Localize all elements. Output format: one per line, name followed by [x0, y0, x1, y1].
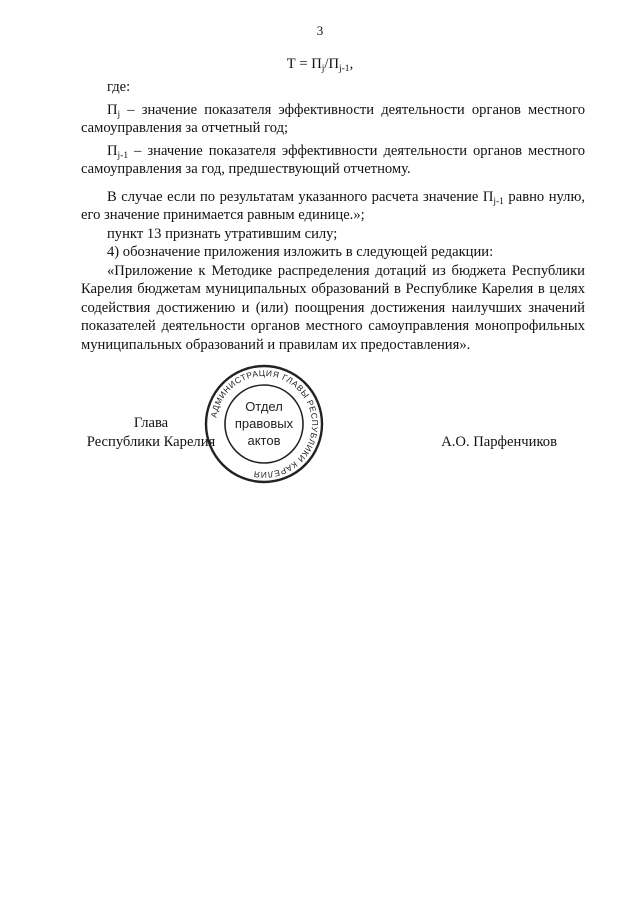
official-stamp: [202, 362, 326, 486]
document-body: [81, 78, 585, 354]
paragraph-text: – значение показателя эффективности деятельности органов местного самоуправления за год, предшествующий отчетному.: [81, 142, 585, 177]
symbol: П: [107, 142, 118, 159]
page-number: 3: [316, 23, 324, 38]
stamp-line1: Отдел: [245, 399, 283, 414]
symbol-sub: j-1: [493, 196, 504, 207]
paragraph-case: [81, 188, 585, 225]
stamp-line3: актов: [247, 433, 281, 448]
signature-block: [81, 414, 585, 454]
signatory-title-line1: Глава: [133, 415, 169, 431]
paragraph-text: В случае если по результатам указанного расчета значение П: [107, 188, 494, 205]
formula-sub: j: [321, 64, 325, 74]
formula-part: ,: [349, 56, 354, 72]
symbol-sub: j-1: [117, 150, 129, 161]
signatory-name: А.О. Парфенчиков: [441, 434, 557, 450]
signatory-title: [81, 414, 221, 452]
formula-part: Т = П: [286, 56, 322, 72]
stamp-ring-textpath: АДМИНИСТРАЦИЯ ГЛАВЫ РЕСПУБЛИКИ КАРЕЛИЯ: [208, 367, 321, 481]
paragraph-pj: [81, 101, 585, 138]
symbol: П: [107, 101, 118, 118]
paragraph-appendix: «Приложение к Методике распределения дотаций из бюджета Республики Карелия бюджетам муниципальных образований в Республике Карелия в целях содействия достижению и (или) поощрения достижения наилучших значений показателей деятельности органов местного самоуправления монопрофильных муниципальных образований и правилам их предоставления».: [81, 262, 585, 353]
paragraph-text: – значение показателя эффективности деятельности органов местного самоуправления за отчетный год;: [81, 101, 585, 136]
paragraph-where: где:: [107, 79, 131, 95]
formula-part: /П: [324, 56, 339, 72]
paragraph-item4: 4) обозначение приложения изложить в следующей редакции:: [107, 244, 494, 260]
symbol-sub: j: [117, 109, 121, 120]
paragraph-pj1: [81, 142, 585, 179]
paragraph-text: равно нулю, его значение принимается равным единице.»;: [81, 188, 585, 223]
paragraph-item13: пункт 13 признать утратившим силу;: [107, 225, 338, 242]
formula-sub: j-1: [339, 64, 350, 74]
signatory-title-line2: Республики Карелия: [86, 434, 216, 450]
stamp-line2: правовых: [234, 416, 294, 431]
formula: [0, 55, 640, 74]
